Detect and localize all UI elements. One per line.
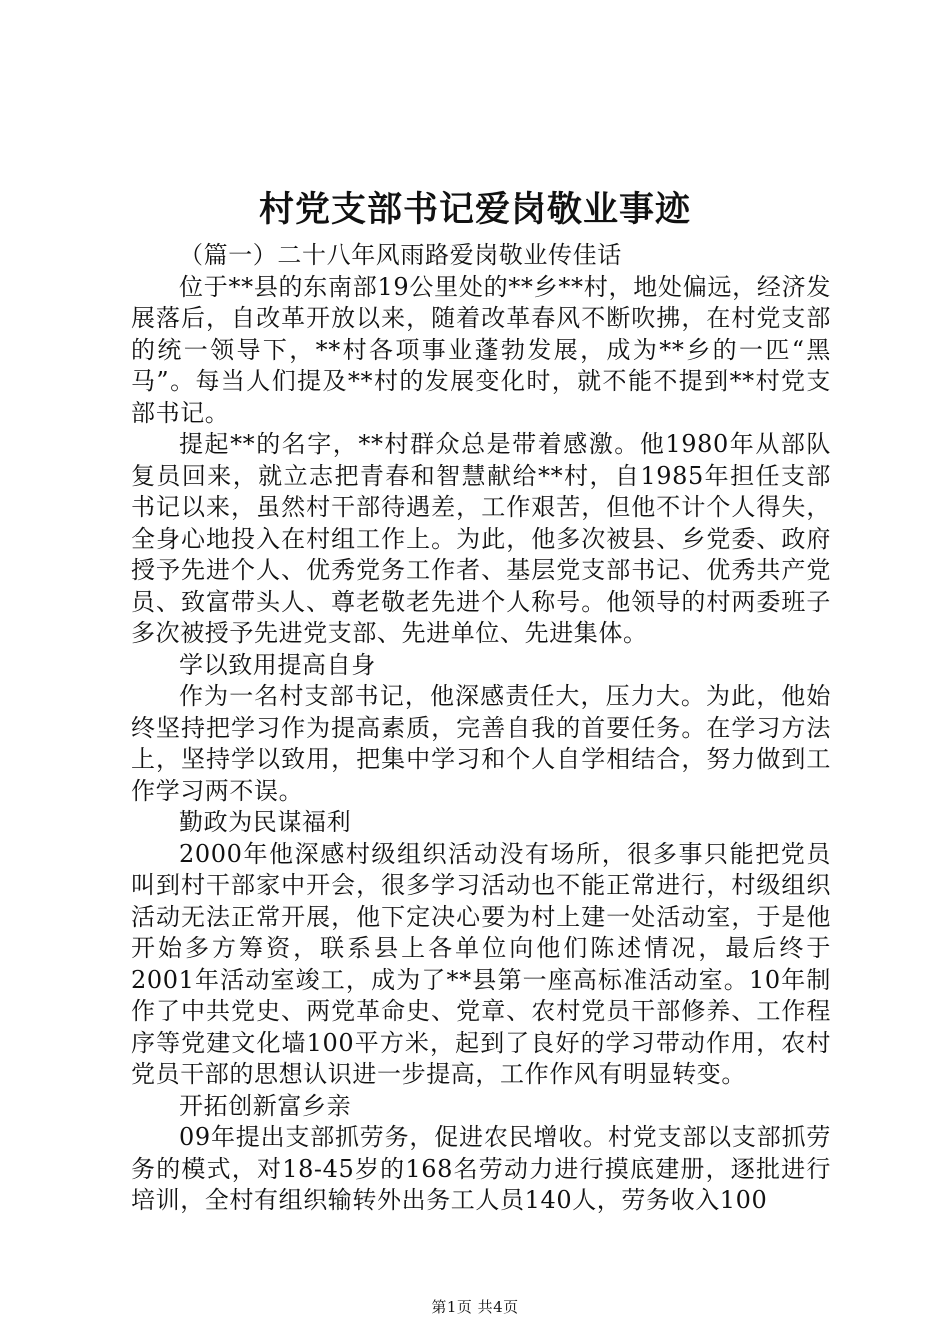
body-paragraph: 位于**县的东南部19公里处的**乡**村，地处偏远，经济发展落后，自改革开放以来，随着改革春风不断吹拂，在村党支部的统一领导下，**村各项事业蓬勃发展，成为**乡的一匹“黑马”。每当人们提及**村的发展变化时，就不能不提到**村党支部书记。 xyxy=(131,272,831,427)
subheading: 勤政为民谋福利 xyxy=(179,808,352,836)
document-body xyxy=(131,240,831,1217)
body-paragraph: 2000年他深感村级组织活动没有场所，很多事只能把党员叫到村干部家中开会，很多学习活动也不能正常进行，村级组织活动无法正常开展，他下定决心要为村上建一处活动室，于是他开始多方筹资，联系县上各单位向他们陈述情况，最后终于2001年活动室竣工，成为了**县第一座高标准活动室。10年制作了中共党史、两党革命史、党章、农村党员干部修养、工作程序等党建文化墙100平方米，起到了良好的学习带动作用，农村党员干部的思想认识进一步提高，工作作风有明显转变。 xyxy=(131,839,831,1088)
body-paragraph: 09年提出支部抓劳务，促进农民增收。村党支部以支部抓劳务的模式，对18-45岁的168名劳动力进行摸底建册，逐批进行培训，全村有组织输转外出务工人员140人，劳务收入100 xyxy=(131,1123,831,1214)
page-footer: 第1页 共4页 xyxy=(431,1298,519,1316)
section-heading-part-one: （篇一）二十八年风雨路爱岗敬业传佳话 xyxy=(179,241,622,269)
subheading: 学以致用提高自身 xyxy=(179,650,376,679)
body-paragraph: 作为一名村支部书记，他深感责任大，压力大。为此，他始终坚持把学习作为提高素质，完善自我的首要任务。在学习方法上，坚持学以致用，把集中学习和个人自学相结合，努力做到工作学习两不误。 xyxy=(131,682,831,805)
subheading: 开拓创新富乡亲 xyxy=(179,1091,352,1120)
document-title: 村党支部书记爱岗敬业事迹 xyxy=(258,189,691,230)
body-paragraph: 提起**的名字，**村群众总是带着感激。他1980年从部队复员回来，就立志把青春和智慧献给**村，自1985年担任支部书记以来，虽然村干部待遇差，工作艰苦，但他不计个人得失，全身心地投入在村组工作上。为此，他多次被县、乡党委、政府授予先进个人、优秀党务工作者、基层党支部书记、优秀共产党员、致富带头人、尊老敬老先进个人称号。他领导的村两委班子多次被授予先进党支部、先进单位、先进集体。 xyxy=(131,430,831,647)
